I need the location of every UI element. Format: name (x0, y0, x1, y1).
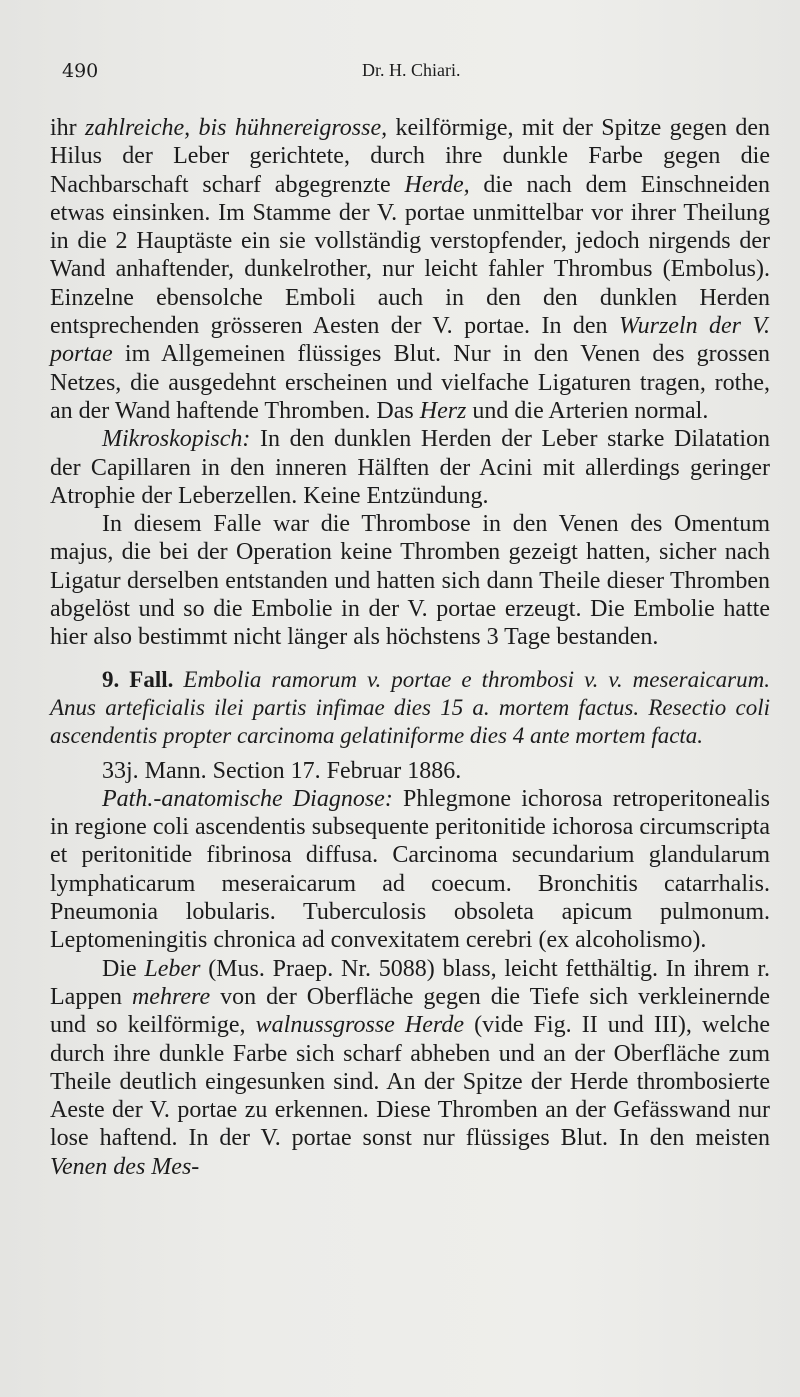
text-run: (Mus. Praep. Nr. 5088) blass, leicht fetthältig. In ihrem r. Lappen (50, 955, 770, 1010)
italic-run: Leber (144, 955, 201, 982)
text-run: im Allgemeinen flüssiges Blut. Nur in den Venen des grossen Netzes, die ausgedehnt erscheinen und vielfache Ligaturen tragen, rothe, an der Wand haftende Thromben. Das (50, 341, 770, 424)
page-number: 490 (62, 60, 99, 82)
italic-run: Herde, (404, 171, 470, 198)
italic-run: Mikroskopisch: (102, 426, 251, 453)
italic-run: walnussgrosse Herde (255, 1012, 465, 1039)
text-run: von der Oberfläche gegen die Tiefe sich verkleinernde und so keilförmige, (50, 983, 770, 1039)
italic-run: mehrere (131, 983, 211, 1010)
paragraph-diagnosis (50, 785, 770, 955)
case-title: Embolia ramorum v. portae e thrombosi v. v. meseraicarum. Anus arteficialis ilei partis infimae dies 15 a. mortem factus. Resectio coli ascendentis propter carcinoma gelatiniforme dies 4 ante mortem facta. (50, 666, 770, 749)
paragraph-continuation (50, 114, 770, 425)
text-run: Die (102, 955, 145, 982)
body-text (50, 114, 770, 1181)
text-run: keilförmige, mit der Spitze gegen den Hilus der Leber gerichtete, durch ihre dunkle Farbe gegen die Nachbarschaft scharf abgegrenzte (50, 115, 770, 198)
paragraph-liver (50, 955, 770, 1181)
text-run: ihr (50, 115, 86, 141)
italic-run: Venen des Mes- (50, 1153, 200, 1180)
italic-run: Wurzeln der V. portae (50, 313, 770, 368)
case-heading (50, 666, 770, 751)
italic-run: zahlreiche, bis hühnereigrosse, (85, 115, 388, 141)
text-run: In den dunklen Herden der Leber starke Dilatation der Capillaren in den inneren Hälften der Acini mit allerdings geringer Atrophie der Leberzellen. Keine Entzündung. (50, 426, 770, 509)
text-run: die nach dem Einschneiden etwas einsinken. Im Stamme der V. portae unmittelbar vor ihrer Theilung in die 2 Hauptäste ein sie vollständig verstopfender, jedoch nirgends der Wand anhaftender, dunkelrother, nur leicht fahler Thrombus (Embolus). Einzelne ebensolche Emboli auch in den den dunklen Herden entsprechenden grösseren Aesten der V. portae. In den (50, 171, 770, 340)
text-run: (vide Fig. II und III), welche durch ihre dunkle Farbe sich scharf abheben und an der Oberfläche zum Theile deutlich eingesunken sind. An der Spitze der Herde thrombosierte Aeste der V. portae zu erkennen. Diese Thromben an der Gefässwand nur lose haftend. In der V. portae sonst nur flüssiges Blut. In den meisten (50, 1012, 770, 1152)
paragraph-discussion: In diesem Falle war die Thrombose in den Venen des Omentum majus, die bei der Operation keine Thromben gezeigt hatten, sicher nach Ligatur derselben entstanden und hatten sich dann Theile dieser Thromben abgelöst und so die Embolie in der V. portae erzeugt. Die Embolie hatte hier also bestimmt nicht länger als höchstens 3 Tage bestanden. (50, 511, 770, 651)
running-head: Dr. H. Chiari. (362, 60, 461, 80)
case-number: 9. Fall. (102, 666, 174, 692)
italic-run: Path.-anatomische Diagnose: (102, 785, 393, 812)
text-run: Phlegmone ichorosa retroperitonealis in regione coli ascendentis subsequente peritonitide ichorosa circumscripta et peritonitide fibrinosa diffusa. Carcinoma secundarium glandularum lymphaticarum meseraicarum ad coecum. Bronchitis catarrhalis. Pneumonia lobularis. Tuberculosis obsoleta apicum pulmonum. Leptomeningitis chronica ad convexitatem cerebri (ex alcoholismo). (50, 785, 770, 954)
text-run: und die Arterien normal. (466, 397, 709, 424)
patient-line: 33j. Mann. Section 17. Februar 1886. (102, 757, 462, 784)
italic-run: Herz (419, 397, 467, 424)
paragraph-microscopic (50, 425, 770, 510)
